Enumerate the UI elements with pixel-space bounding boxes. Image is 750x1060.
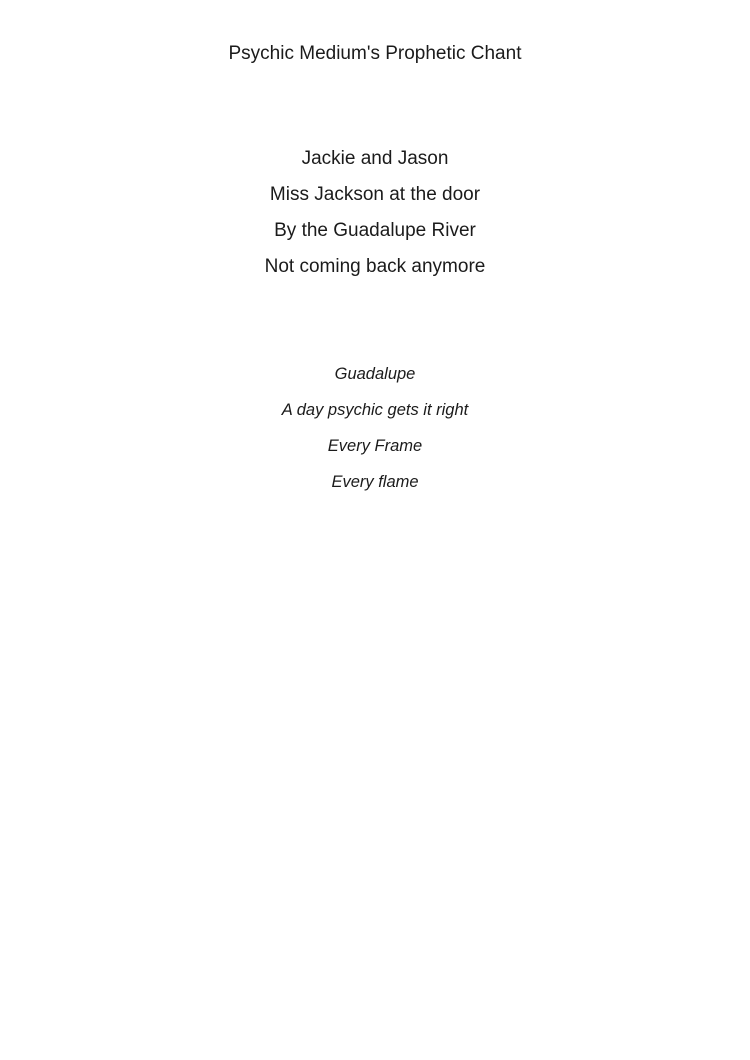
poem-line: By the Guadalupe River — [274, 220, 476, 241]
poem-line: Every Frame — [327, 437, 423, 455]
poem-line: Every flame — [331, 473, 419, 491]
page-title: Psychic Medium's Prophetic Chant — [228, 43, 522, 64]
poem-line: Not coming back anymore — [264, 256, 486, 277]
poem-line: Miss Jackson at the door — [269, 184, 481, 205]
poem-line: Jackie and Jason — [301, 148, 449, 169]
poem-line: A day psychic gets it right — [281, 401, 469, 419]
poem-stanza-1 — [0, 141, 750, 285]
poem-line: Guadalupe — [334, 365, 416, 383]
poem-stanza-2 — [0, 356, 750, 500]
